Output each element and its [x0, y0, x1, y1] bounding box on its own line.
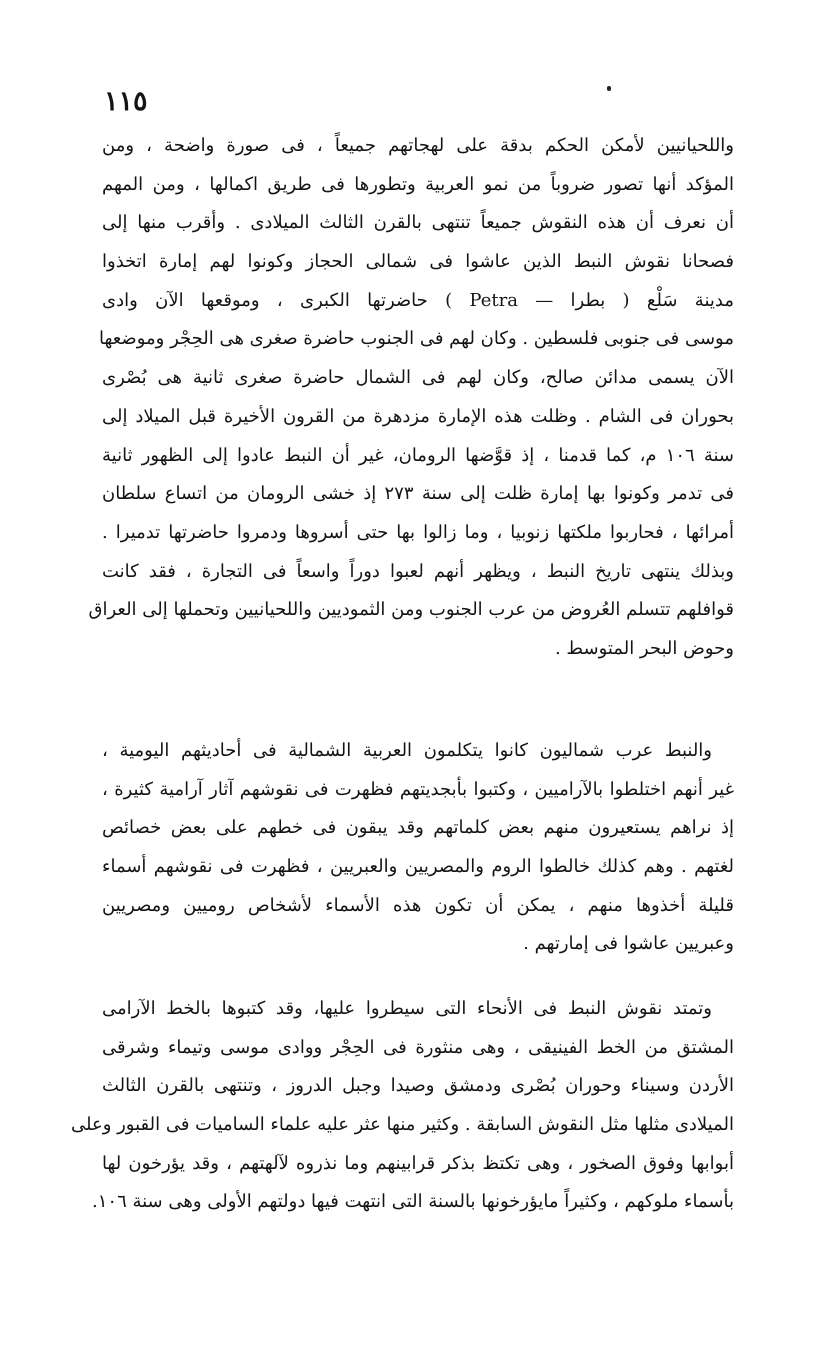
text-line: فى تدمر وكونوا بها إمارة ظلت إلى سنة ٢٧٣ إذ خشى الرومان من اتساع سلطان: [102, 483, 735, 505]
text-line: وتمتد نقوش النبط فى الأنحاء التى سيطروا عليها، وقد كتبوها بالخط الآرامى: [102, 998, 712, 1019]
text-line: أبوابها وفوق الصخور ، وهى تكتظ بذكر قرابينهم وما نذروه لآلهتهم ، وقد يؤرخون لها: [102, 1152, 734, 1174]
text-line: والنبط عرب شماليون كانوا يتكلمون العربية الشمالية فى أحاديثهم اليومية ،: [102, 740, 712, 761]
text-line: الأردن وسيناء وحوران بُصْرى ودمشق وصيدا وجبل الدروز ، وتنتهى بالقرن الثالث: [102, 1075, 734, 1097]
text-line: قليلة أخذوها منهم ، يمكن أن تكون هذه الأسماء لأشخاص روميين ومصريين: [102, 894, 734, 916]
text-line: وعبريين عاشوا فى إمارتهم .: [523, 933, 734, 955]
text-line: الميلادى مثلها مثل النقوش السابقة . وكثير منها عثر عليه علماء الساميات فى القبور وعلى: [71, 1114, 734, 1136]
text-line: لغتهم . وهم كذلك خالطوا الروم والمصريين والعبريين ، فظهرت فى نقوشهم أسماء: [102, 856, 734, 878]
text-line: فصحانا نقوش النبط الذين عاشوا فى شمالى الحجاز وكونوا لهم إمارة اتخذوا: [102, 251, 734, 273]
text-line: مدينة سَلْع ( بطرا — Petra ) حاضرتها الكبرى ، وموقعها الآن وادى: [102, 289, 734, 311]
paragraph-3: [71, 990, 734, 1222]
paragraph-2: [102, 732, 734, 964]
text-line: واللحيانيين لأمكن الحكم بدقة على لهجاتهم جميعاً ، فى صورة واضحة ، ومن: [102, 135, 734, 156]
text-line: قوافلهم تتسلم العُروض من عرب الجنوب ومن الثموديين واللحيانيين وتحملها إلى العراق: [88, 599, 734, 621]
text-line: المؤكد أنها تصور ضروباً من نمو العربية وتطورها فى طريق اكمالها ، ومن المهم: [102, 173, 734, 195]
text-line: بأسماء ملوكهم ، وكثيراً مايؤرخونها بالسنة التى انتهت فيها دولتهم الأولى وهى سنة ١٠٦.: [92, 1191, 734, 1213]
text-line: المشتق من الخط الفينيقى ، وهى منثورة فى الحِجْر ووادى موسى وتيماء وشرقى: [102, 1036, 734, 1058]
text-line: إذ نراهم يستعيرون منهم بعض كلماتهم وقد يبقون فى خطهم على بعض خصائص: [102, 817, 734, 839]
paragraph-1: [88, 127, 735, 669]
text-line: الآن يسمى مدائن صالح، وكان لهم فى الشمال حاضرة صغرى ثانية هى بُصْرى: [102, 367, 734, 389]
text-line: وبذلك ينتهى تاريخ النبط ، ويظهر أنهم لعبوا دوراً واسعاً فى التجارة ، فقد كانت: [102, 560, 734, 582]
ink-mark: [607, 86, 611, 91]
page-number: ١١٥: [104, 86, 148, 117]
text-line: سنة ١٠٦ م، كما قدمنا ، إذ قوَّضها الرومان، غير أن النبط عادوا إلى الظهور ثانية: [102, 444, 734, 466]
text-line: وحوض البحر المتوسط .: [554, 637, 734, 659]
text-line: بحوران فى الشام . وظلت هذه الإمارة مزدهرة من القرون الأخيرة قبل الميلاد إلى: [102, 405, 734, 427]
text-line: أن نعرف أن هذه النقوش جميعاً تنتهى بالقرن الثالث الميلادى . وأقرب منها إلى: [102, 212, 734, 234]
text-line: غير أنهم اختلطوا بالآراميين ، وكتبوا بأبجديتهم فظهرت فى نقوشهم آثار آرامية كثيرة ،: [102, 778, 734, 800]
text-line: موسى فى جنوبى فلسطين . وكان لهم فى الجنوب حاضرة صغرى هى الحِجْر وموضعها: [98, 328, 734, 350]
text-line: أمرائها ، فحاربوا ملكتها زنوبيا ، وما زالوا بها حتى أسروها ودمروا حاضرتها تدميرا .: [102, 521, 734, 543]
